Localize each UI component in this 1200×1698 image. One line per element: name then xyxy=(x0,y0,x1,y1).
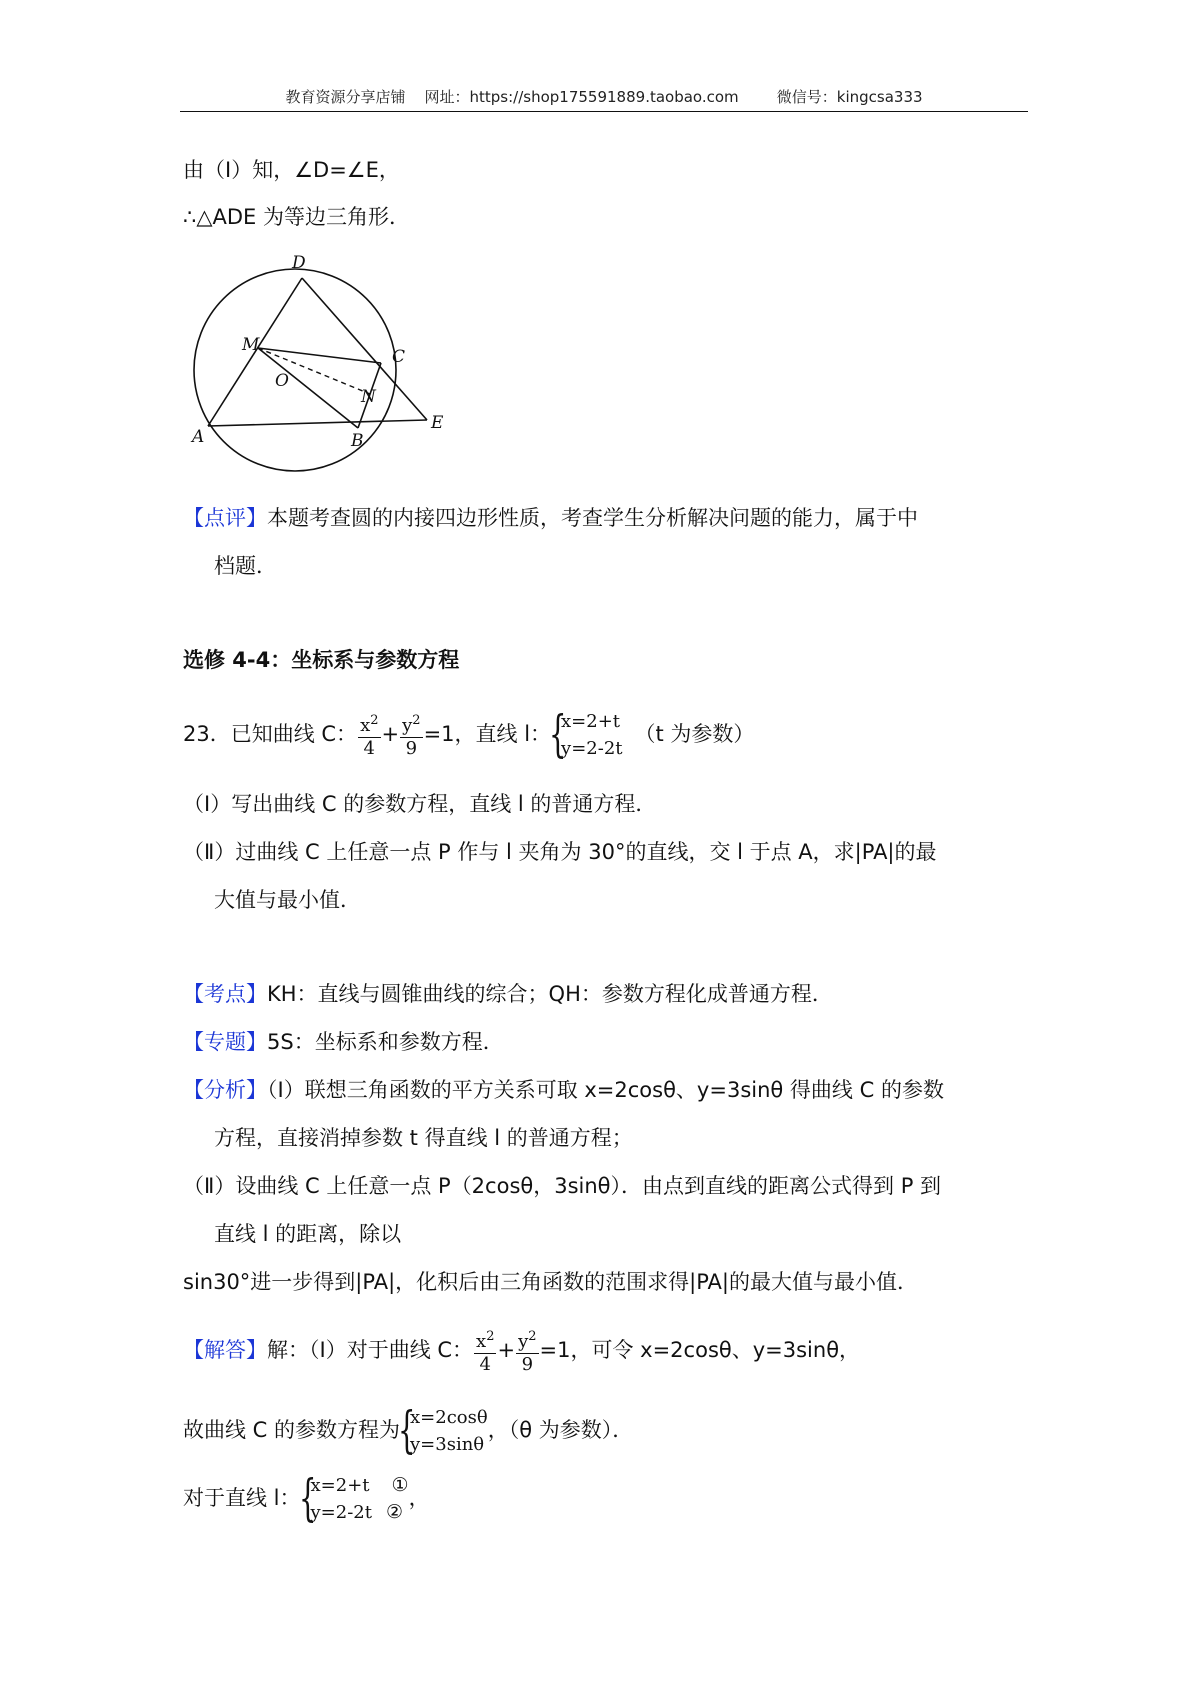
problem-part-2-line-1: （Ⅱ）过曲线 C 上任意一点 P 作与 l 夹角为 30°的直线，交 l 于点 A，求|PA|的最 xyxy=(183,840,937,864)
jieda-fraction-x xyxy=(474,1326,496,1376)
jieda-line-prefix: 对于直线 l： xyxy=(183,1486,301,1510)
problem-statement xyxy=(183,702,754,766)
problem-fraction-x xyxy=(358,710,380,760)
problem-sys-row1: x=2+t xyxy=(561,711,621,732)
zhuanti-text: 5S：坐标系和参数方程． xyxy=(267,1030,504,1054)
problem-suffix: （t 为参数） xyxy=(634,722,755,746)
label-C: C xyxy=(392,347,406,367)
label-O: O xyxy=(275,371,289,391)
problem-frac1-num: x xyxy=(360,715,371,736)
section-title: 选修 4-4：坐标系与参数方程 xyxy=(183,648,460,672)
comment-tag: 【点评】 xyxy=(183,506,267,530)
zhuanti-line xyxy=(183,1028,504,1056)
proof-line-2: ∴△ADE 为等边三角形． xyxy=(183,205,410,229)
jieda-line-1 xyxy=(183,1318,860,1382)
jieda-plus: + xyxy=(497,1338,516,1362)
left-brace-icon: { xyxy=(298,1469,317,1527)
problem-plus: + xyxy=(381,722,400,746)
fenxi-line-1 xyxy=(183,1076,944,1104)
jieda-frac2-exp: 2 xyxy=(528,1329,537,1344)
label-A: A xyxy=(192,427,205,447)
jieda-param-row1: x=2cosθ xyxy=(410,1407,488,1428)
label-D: D xyxy=(292,253,306,273)
segment-MB xyxy=(258,348,358,428)
circle-geometry-figure xyxy=(180,248,465,488)
jieda-fraction-y xyxy=(516,1326,538,1376)
problem-line-system xyxy=(549,705,623,763)
left-brace-icon: { xyxy=(549,705,567,763)
jieda-tag: 【解答】 xyxy=(183,1338,267,1362)
jieda-line-row1 xyxy=(311,1472,409,1499)
jieda-frac2-num: y xyxy=(518,1331,529,1352)
label-M: M xyxy=(242,335,260,355)
comment-line-2: 档题． xyxy=(214,554,277,578)
label-N: N xyxy=(361,387,376,407)
jieda-line-row2-eq: y=2-2t xyxy=(310,1502,372,1523)
jieda-param-system xyxy=(398,1401,488,1459)
fenxi-tag: 【分析】 xyxy=(183,1078,267,1102)
problem-part-2-line-2: 大值与最小值． xyxy=(214,888,361,912)
problem-frac2-exp: 2 xyxy=(412,713,421,728)
comment-text-1: 本题考查圆的内接四边形性质，考查学生分析解决问题的能力，属于中 xyxy=(267,506,918,530)
zhuanti-tag: 【专题】 xyxy=(183,1030,267,1054)
jieda-prefix: 解：（Ⅰ）对于曲线 C： xyxy=(267,1338,474,1362)
jieda-suffix: =1，可令 x=2cosθ、y=3sinθ， xyxy=(539,1338,861,1362)
kaodian-tag: 【考点】 xyxy=(183,982,267,1006)
jieda-param-prefix: 故曲线 C 的参数方程为 xyxy=(183,1418,401,1442)
fenxi-line-3: （Ⅱ）设曲线 C 上任意一点 P（2cosθ，3sinθ）．由点到直线的距离公式得到 P 到 xyxy=(183,1174,942,1198)
proof-line-1: 由（Ⅰ）知，∠D=∠E， xyxy=(183,158,400,182)
fenxi-line-5: sin30°进一步得到|PA|，化积后由三角函数的范围求得|PA|的最大值与最小值． xyxy=(183,1270,918,1294)
jieda-frac2-den: 9 xyxy=(516,1353,538,1376)
problem-frac2-den: 9 xyxy=(400,737,422,760)
problem-frac2-num: y xyxy=(402,715,413,736)
jieda-line-suffix: ， xyxy=(408,1486,430,1510)
header-divider xyxy=(180,111,1028,112)
problem-frac1-exp: 2 xyxy=(370,713,379,728)
jieda-param-suffix: ，（θ 为参数）． xyxy=(487,1418,634,1442)
kaodian-line xyxy=(183,980,833,1008)
jieda-line-system xyxy=(298,1469,409,1527)
problem-part-1: （Ⅰ）写出曲线 C 的参数方程，直线 l 的普通方程． xyxy=(183,792,657,816)
jieda-line-row1-eq: x=2+t xyxy=(310,1475,370,1496)
jieda-line-system-line xyxy=(183,1466,430,1530)
jieda-frac1-num: x xyxy=(476,1331,487,1352)
circle-outline xyxy=(194,269,396,471)
jieda-param-line xyxy=(183,1398,633,1462)
jieda-frac1-exp: 2 xyxy=(486,1329,495,1344)
jieda-line-row2 xyxy=(311,1499,409,1526)
problem-frac1-den: 4 xyxy=(358,737,380,760)
jieda-param-row2: y=3sinθ xyxy=(410,1434,485,1455)
circled-two-icon: ② xyxy=(386,1501,404,1523)
problem-prefix: 23．已知曲线 C： xyxy=(183,722,358,746)
problem-sys-row2: y=2-2t xyxy=(561,738,623,759)
circled-one-icon: ① xyxy=(391,1474,409,1496)
fenxi-line-4: 直线 l 的距离，除以 xyxy=(214,1222,402,1246)
page-header: 教育资源分享店铺 网址：https://shop175591889.taobao.com 微信号：kingcsa333 xyxy=(285,88,923,106)
left-brace-icon: { xyxy=(398,1401,416,1459)
problem-fraction-y xyxy=(400,710,422,760)
jieda-frac1-den: 4 xyxy=(474,1353,496,1376)
kaodian-text: KH：直线与圆锥曲线的综合；QH：参数方程化成普通方程． xyxy=(267,982,833,1006)
label-E: E xyxy=(431,413,444,433)
fenxi-line-2: 方程，直接消掉参数 t 得直线 l 的普通方程； xyxy=(214,1126,633,1150)
comment-line-1 xyxy=(183,504,918,532)
problem-eq-suffix: =1，直线 l： xyxy=(423,722,552,746)
label-B: B xyxy=(351,431,364,451)
segment-AE xyxy=(208,420,427,426)
fenxi-text-1: （Ⅰ）联想三角函数的平方关系可取 x=2cosθ、y=3sinθ 得曲线 C 的参数 xyxy=(267,1078,944,1102)
